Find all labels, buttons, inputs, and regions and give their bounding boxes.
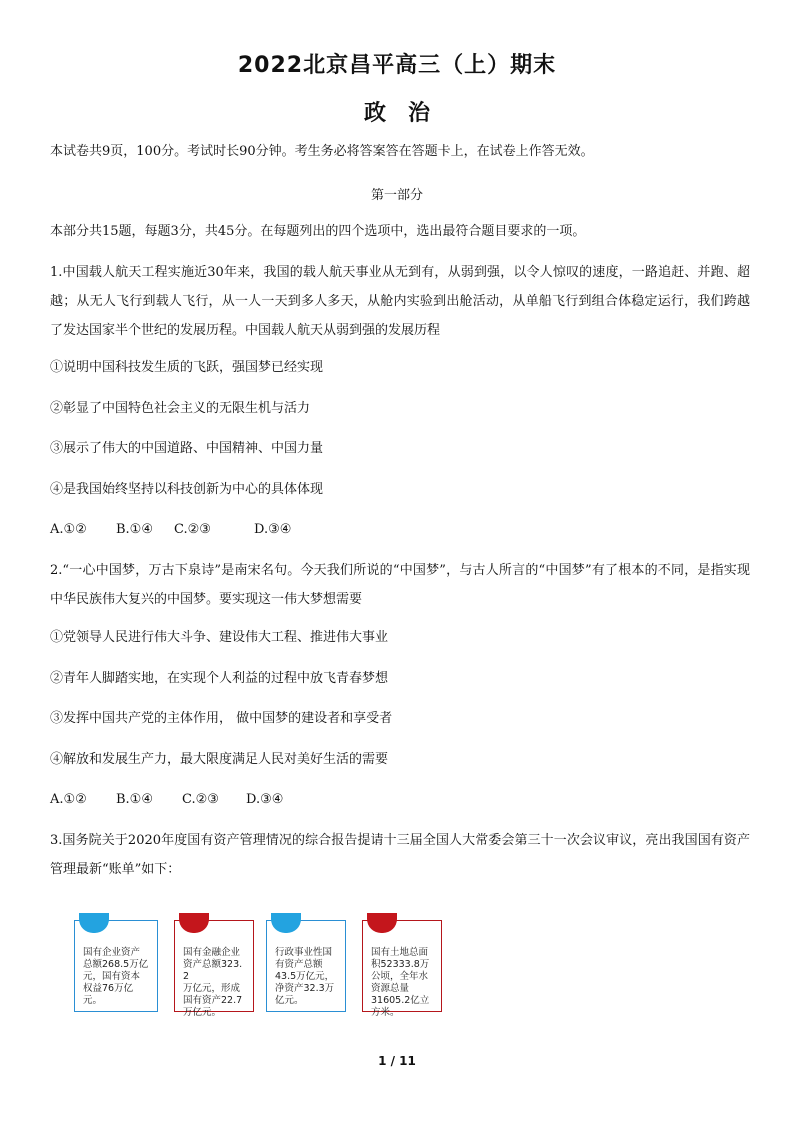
q2-option-b: B.①④ [116,792,153,807]
q1-stem: 1.中国载人航天工程实施近30年来，我国的载人航天事业从无到有，从弱到强，以令人惊叹的速度，一路追赶、并跑、超越；从无人飞行到载人飞行，从一人一天到多人多天，从舱内实验到出舱活动，从单船飞行到组合体稳定运行，我们跨越了发达国家半个世纪的发展历程。中国载人航天从弱到强的发展历程 [50,265,750,338]
asset-card-state-enterprises [74,920,158,1012]
q1-options [50,522,291,538]
page-number: 1 / 11 [378,1054,416,1068]
asset-summary-cards [74,912,454,1022]
asset-card-text: 国有土地总面 积52333.8万 公顷，全年水 资源总量 31605.2亿立 方米。 [371,947,430,1018]
subject-title: 政治 [363,101,452,126]
q1-option-a: A.①② [50,522,87,537]
q2-item-1: ①党领导人民进行伟大斗争、建设伟大工程、推进伟大事业 [50,630,389,645]
q2-item-4: ④解放和发展生产力，最大限度满足人民对美好生活的需要 [50,752,389,767]
q1-option-d: D.③④ [254,522,292,537]
part-instruction: 本部分共15题，每题3分，共45分。在每题列出的四个选项中，选出最符合题目要求的一项。 [50,224,586,239]
exam-intro: 本试卷共9页，100分。考试时长90分钟。考生务必将答案答在答题卡上，在试卷上作答无效。 [50,144,594,159]
q2-option-d: D.③④ [246,792,284,807]
asset-card-text: 行政事业性国 有资产总额 43.5万亿元， 净资产32.3万 亿元。 [275,947,335,1006]
q2-item-2: ②青年人脚踏实地，在实现个人利益的过程中放飞青春梦想 [50,671,389,686]
q1-item-2: ②彰显了中国特色社会主义的无限生机与活力 [50,401,311,416]
q1-option-b: B.①④ [116,522,153,537]
asset-card-text: 国有企业资产 总额268.5万亿 元，国有资本 权益76万亿元。 [83,947,149,1006]
q1-item-4: ④是我国始终坚持以科技创新为中心的具体体现 [50,482,324,497]
q3-stem: 3.国务院关于2020年度国有资产管理情况的综合报告提请十三届全国人大常委会第三十一次会议审议，亮出我国国有资产管理最新“账单”如下： [50,833,750,877]
q1-item-1: ①说明中国科技发生质的飞跃，强国梦已经实现 [50,360,324,375]
q1-item-3: ③展示了伟大的中国道路、中国精神、中国力量 [50,441,324,456]
asset-card-financial-enterprises [174,920,254,1018]
card-tab-blue [271,913,301,933]
card-tab-red [367,913,397,933]
q1-option-c: C.②③ [174,522,211,537]
q2-options [50,792,283,808]
asset-card-administrative [266,920,346,1012]
q2-option-c: C.②③ [182,792,219,807]
asset-card-text: 国有金融企业 资产总额323.2 万亿元，形成 国有资产22.7 万亿元。 [183,947,243,1018]
part-heading: 第一部分 [370,188,423,203]
q2-stem: 2.“一心中国梦，万古下泉诗”是南宋名句。今天我们所说的“中国梦”，与古人所言的“中国梦”有了根本的不同，是指实现中华民族伟大复兴的中国梦。要实现这一伟大梦想需要 [50,563,750,607]
page-title: 2022北京昌平高三（上）期末 [237,53,557,78]
card-tab-red [179,913,209,933]
q2-option-a: A.①② [50,792,87,807]
q2-item-3: ③发挥中国共产党的主体作用， 做中国梦的建设者和享受者 [50,711,393,726]
card-tab-blue [79,913,109,933]
asset-card-land-water [362,920,442,1018]
